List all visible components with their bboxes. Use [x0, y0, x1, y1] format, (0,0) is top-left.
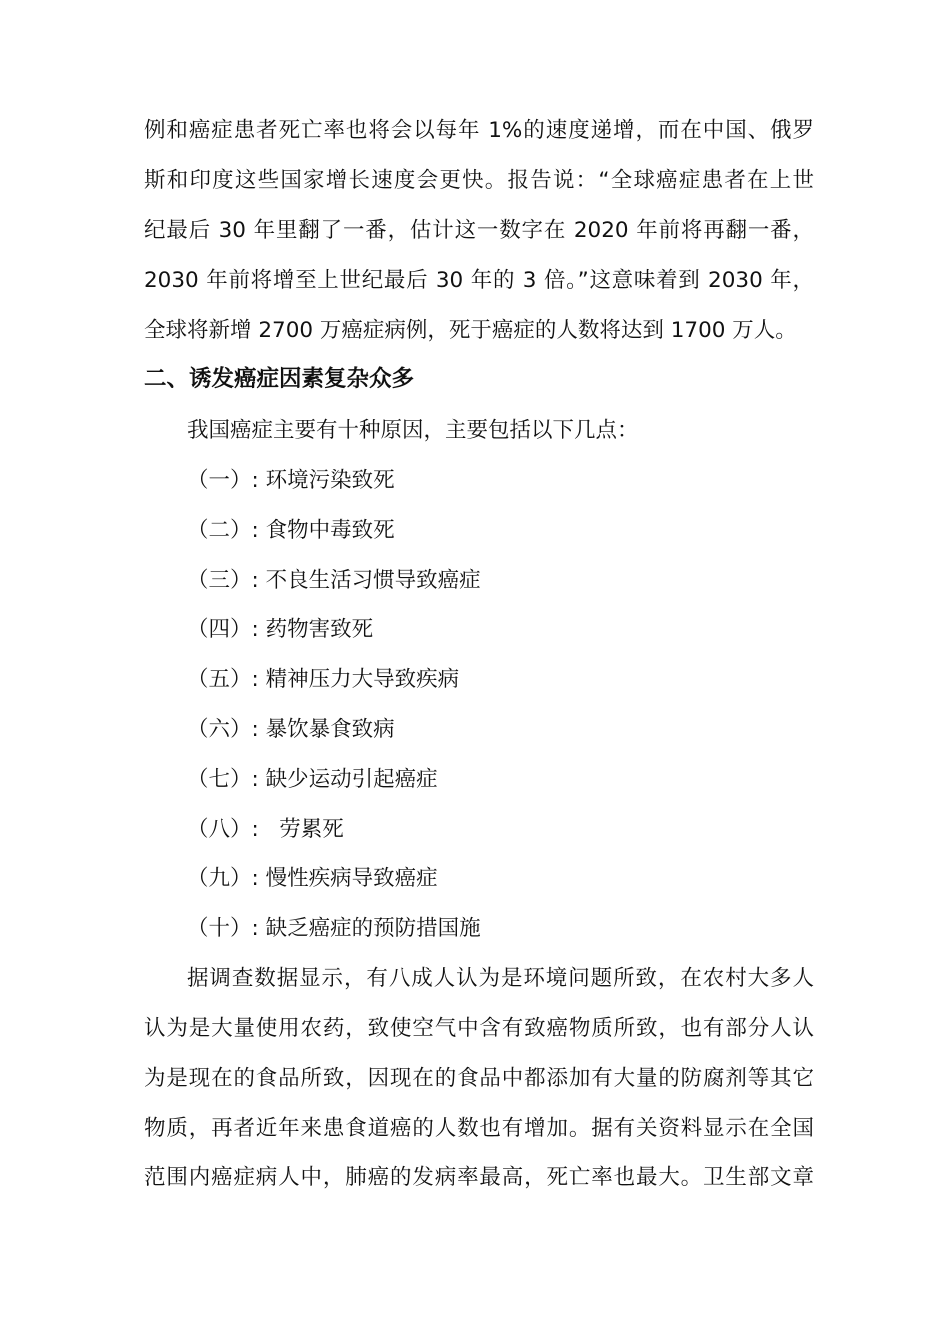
paragraph-line: 认为是大量使用农药，致使空气中含有致癌物质所致，也有部分人认	[144, 1016, 814, 1041]
paragraph-line: 全球将新增 2700 万癌症病例，死于癌症的人数将达到 1700 万人。	[144, 318, 797, 343]
section-heading: 二、诱发癌症因素复杂众多	[144, 366, 415, 392]
cause-item: （六）: 暴饮暴食致病	[187, 717, 395, 742]
cause-item: （八）: 劳累死	[187, 817, 344, 842]
cause-item: （九）: 慢性疾病导致癌症	[187, 866, 438, 891]
cause-item: （七）: 缺少运动引起癌症	[187, 767, 438, 792]
cause-item: （四）: 药物害致死	[187, 617, 374, 642]
paragraph-line: 2030 年前将增至上世纪最后 30 年的 3 倍。”这意味着到 2030 年，	[144, 268, 814, 293]
cause-item: （一）: 环境污染致死	[187, 468, 395, 493]
cause-item: （五）: 精神压力大导致疾病	[187, 667, 460, 692]
paragraph-line: 为是现在的食品所致，因现在的食品中都添加有大量的防腐剂等其它	[144, 1066, 814, 1091]
paragraph-line: 例和癌症患者死亡率也将会以每年 1%的速度递增，而在中国、俄罗	[144, 118, 814, 143]
paragraph-line: 斯和印度这些国家增长速度会更快。报告说：“全球癌症患者在上世	[144, 168, 814, 193]
cause-item: （二）: 食物中毒致死	[187, 518, 395, 543]
cause-item: （十）: 缺乏癌症的预防措国施	[187, 916, 481, 941]
paragraph-line: 纪最后 30 年里翻了一番，估计这一数字在 2020 年前将再翻一番，	[144, 218, 814, 243]
intro-text: 我国癌症主要有十种原因，主要包括以下几点：	[187, 418, 639, 443]
paragraph-line: 据调查数据显示，有八成人认为是环境问题所致，在农村大多人	[187, 966, 814, 991]
paragraph-line: 物质，再者近年来患食道癌的人数也有增加。据有关资料显示在全国	[144, 1116, 814, 1141]
paragraph-line: 范围内癌症病人中，肺癌的发病率最高，死亡率也最大。卫生部文章	[144, 1165, 814, 1190]
cause-item: （三）: 不良生活习惯导致癌症	[187, 568, 481, 593]
